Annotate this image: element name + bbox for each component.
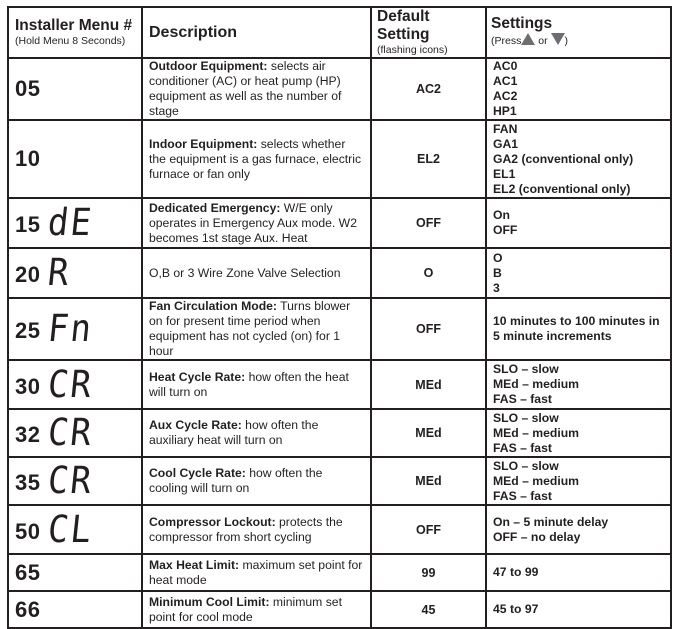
- lcd-code-icon: dE: [46, 201, 96, 245]
- setting-option: MEd – medium: [493, 473, 580, 488]
- setting-option: MEd – medium: [493, 377, 580, 391]
- description-text: how often the auxiliary heat will turn on: [149, 418, 319, 447]
- default-setting-cell: MEd: [371, 409, 486, 457]
- description-cell: [142, 120, 371, 198]
- settings-cell: [486, 554, 671, 591]
- menu-number-cell: [8, 298, 142, 360]
- default-setting-cell: EL2: [371, 120, 486, 198]
- description-cell: [142, 554, 371, 591]
- setting-option: HP1: [493, 104, 517, 118]
- menu-number: 10: [15, 146, 41, 171]
- setting-option: 45 to 97: [493, 602, 539, 616]
- setting-option: EL1: [493, 166, 516, 181]
- description-title: Indoor Equipment:: [149, 136, 258, 151]
- description-text: how often the heat will turn on: [149, 369, 349, 399]
- setting-option: SLO – slow: [493, 362, 559, 376]
- table-row: [8, 248, 671, 298]
- header-description: Description: [142, 7, 371, 58]
- setting-option: OFF: [493, 223, 518, 237]
- setting-option: FAS – fast: [493, 488, 552, 503]
- description-text: O,B or 3 Wire Zone Valve Selection: [149, 265, 341, 280]
- menu-number-cell: [8, 457, 142, 505]
- settings-cell: [486, 409, 671, 457]
- menu-number: 66: [15, 596, 41, 622]
- table-row: [8, 198, 671, 248]
- installer-menu-table: [7, 6, 672, 629]
- settings-cell: [486, 360, 671, 409]
- setting-option: 3: [493, 280, 500, 295]
- description-text: minimum set point for cool mode: [149, 594, 342, 624]
- settings-cell: [486, 120, 671, 198]
- setting-option: 47 to 99: [493, 565, 539, 579]
- setting-option: GA2 (conventional only): [493, 151, 634, 166]
- menu-number-cell: [8, 248, 142, 298]
- description-text: W/E only operates in Emergency Aux mode. W2 becomes 1st stage Aux. Heat: [149, 200, 357, 245]
- description-cell: [142, 505, 371, 554]
- default-setting-cell: OFF: [371, 505, 486, 554]
- setting-option: AC0: [493, 59, 518, 73]
- lcd-code-icon: Fn: [46, 307, 96, 351]
- settings-cell: [486, 248, 671, 298]
- description-cell: [142, 198, 371, 248]
- default-setting-cell: AC2: [371, 58, 486, 120]
- table-row: [8, 409, 671, 457]
- description-cell: [142, 457, 371, 505]
- table-row: [8, 554, 671, 591]
- description-title: Fan Circulation Mode:: [149, 299, 277, 313]
- setting-option: B: [493, 265, 502, 280]
- lcd-code-icon: R: [46, 251, 74, 295]
- setting-option: GA1: [493, 136, 519, 151]
- description-title: Outdoor Equipment:: [149, 59, 268, 73]
- setting-option: FAN: [493, 121, 518, 136]
- menu-number: 05: [15, 76, 41, 101]
- setting-option: On – 5 minute delay: [493, 514, 609, 529]
- table-row: [8, 360, 671, 409]
- description-title: Cool Cycle Rate:: [149, 466, 246, 480]
- setting-option: SLO – slow: [493, 458, 559, 473]
- menu-number: 35: [15, 470, 41, 495]
- description-text: maximum set point for heat mode: [149, 557, 363, 587]
- lcd-code-icon: CR: [46, 411, 96, 455]
- down-triangle-icon: [551, 33, 565, 45]
- lcd-code-icon: CR: [46, 459, 96, 503]
- up-triangle-icon: [521, 33, 535, 45]
- description-title: Aux Cycle Rate:: [149, 418, 242, 432]
- settings-cell: [486, 198, 671, 248]
- table-row: [8, 120, 671, 198]
- description-cell: [142, 409, 371, 457]
- setting-option: 10 minutes to 100 minutes in: [493, 314, 660, 328]
- settings-cell: [486, 505, 671, 554]
- lcd-code-icon: CR: [46, 362, 96, 407]
- setting-option: MEd – medium: [493, 425, 580, 440]
- menu-number: 65: [15, 559, 41, 585]
- setting-option: AC1: [493, 74, 518, 88]
- menu-number: 30: [15, 373, 41, 399]
- settings-cell: [486, 58, 671, 120]
- lcd-code-icon: CL: [46, 507, 96, 552]
- default-setting-cell: MEd: [371, 360, 486, 409]
- setting-option: FAS – fast: [493, 440, 552, 455]
- setting-option: On: [493, 208, 510, 222]
- description-cell: [142, 591, 371, 628]
- settings-cell: [486, 591, 671, 628]
- table-row: [8, 298, 671, 360]
- setting-option: OFF – no delay: [493, 529, 581, 544]
- menu-number: 15: [15, 212, 41, 237]
- default-setting-cell: O: [371, 248, 486, 298]
- table-row: [8, 505, 671, 554]
- description-text: protects the compressor from short cycling: [149, 514, 343, 544]
- setting-option: AC2: [493, 89, 518, 103]
- description-cell: [142, 248, 371, 298]
- header-row: [8, 7, 671, 58]
- menu-number-cell: [8, 360, 142, 409]
- description-cell: [142, 58, 371, 120]
- menu-number: 25: [15, 318, 41, 343]
- default-setting-cell: OFF: [371, 298, 486, 360]
- menu-number-cell: [8, 591, 142, 628]
- menu-number: 50: [15, 518, 41, 544]
- table-row: [8, 58, 671, 120]
- menu-number: 20: [15, 262, 41, 287]
- description-text: selects air conditioner (AC) or heat pump (HP) equipment as well as the number of stage: [149, 59, 342, 118]
- settings-cell: [486, 298, 671, 360]
- menu-number-cell: [8, 198, 142, 248]
- setting-option: 5 minute increments: [493, 329, 612, 343]
- menu-number: 32: [15, 422, 41, 447]
- description-title: Dedicated Emergency:: [149, 200, 281, 215]
- description-title: Heat Cycle Rate:: [149, 369, 246, 384]
- menu-number-cell: [8, 505, 142, 554]
- description-title: Max Heat Limit:: [149, 557, 240, 572]
- default-setting-cell: OFF: [371, 198, 486, 248]
- description-cell: [142, 298, 371, 360]
- header-settings: Settings (Press or ): [486, 7, 671, 58]
- default-setting-cell: MEd: [371, 457, 486, 505]
- menu-number-cell: [8, 409, 142, 457]
- description-title: Minimum Cool Limit:: [149, 594, 270, 609]
- setting-option: O: [493, 250, 503, 265]
- default-setting-cell: 45: [371, 591, 486, 628]
- setting-option: FAS – fast: [493, 392, 552, 406]
- description-cell: [142, 360, 371, 409]
- settings-cell: [486, 457, 671, 505]
- menu-number-cell: [8, 554, 142, 591]
- header-default-setting: Default Setting (flashing icons): [371, 7, 486, 58]
- description-title: Compressor Lockout:: [149, 514, 276, 529]
- table-row: [8, 591, 671, 628]
- setting-option: EL2 (conventional only): [493, 181, 631, 196]
- header-menu-number: Installer Menu # (Hold Menu 8 Seconds): [8, 7, 142, 58]
- menu-number-cell: [8, 120, 142, 198]
- table-row: [8, 457, 671, 505]
- description-text: how often the cooling will turn on: [149, 466, 323, 495]
- menu-number-cell: [8, 58, 142, 120]
- description-text: selects whether the equipment is a gas furnace, electric furnace or fan only: [149, 136, 362, 181]
- setting-option: SLO – slow: [493, 410, 559, 425]
- description-text: Turns blower on for present time period when equipment has not cycled (on) for 1 hour: [149, 299, 351, 358]
- default-setting-cell: 99: [371, 554, 486, 591]
